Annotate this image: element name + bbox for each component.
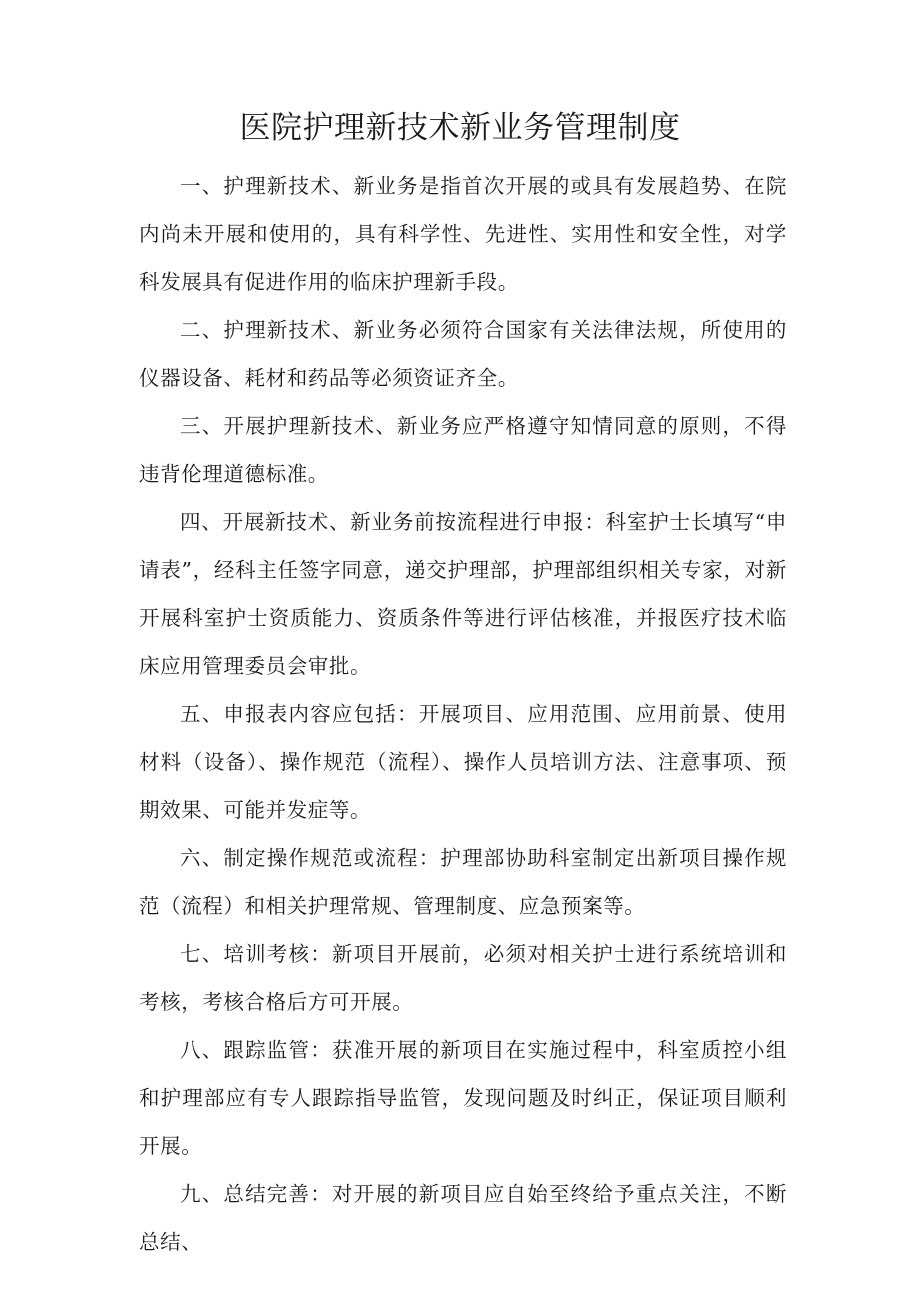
paragraph-1: 一、护理新技术、新业务是指首次开展的或具有发展趋势、在院内尚未开展和使用的，具有科学性、先进性、实用性和安全性，对学科发展具有促进作用的临床护理新手段。 [139, 174, 787, 294]
document-body [139, 162, 787, 1266]
paragraph-3: 三、开展护理新技术、新业务应严格遵守知情同意的原则，不得违背伦理道德标准。 [139, 414, 787, 486]
paragraph-5: 五、申报表内容应包括：开展项目、应用范围、应用前景、使用材料（设备）、操作规范（流程）、操作人员培训方法、注意事项、预期效果、可能并发症等。 [139, 702, 787, 822]
paragraph-8: 八、跟踪监管：获准开展的新项目在实施过程中，科室质控小组和护理部应有专人跟踪指导监管，发现问题及时纠正，保证项目顺利开展。 [139, 1038, 787, 1158]
paragraph-6: 六、制定操作规范或流程：护理部协助科室制定出新项目操作规范（流程）和相关护理常规、管理制度、应急预案等。 [139, 846, 787, 918]
paragraph-2: 二、护理新技术、新业务必须符合国家有关法律法规，所使用的仪器设备、耗材和药品等必须资证齐全。 [139, 318, 787, 390]
paragraph-4: 四、开展新技术、新业务前按流程进行申报：科室护士长填写“申请表”，经科主任签字同意，递交护理部，护理部组织相关专家，对新开展科室护士资质能力、资质条件等进行评估核准，并报医疗技术临床应用管理委员会审批。 [139, 510, 787, 678]
paragraph-9: 九、总结完善：对开展的新项目应自始至终给予重点关注，不断总结、 [139, 1182, 787, 1254]
document-title: 医院护理新技术新业务管理制度 [239, 110, 681, 146]
paragraph-7: 七、培训考核：新项目开展前，必须对相关护士进行系统培训和考核，考核合格后方可开展。 [139, 942, 787, 1014]
